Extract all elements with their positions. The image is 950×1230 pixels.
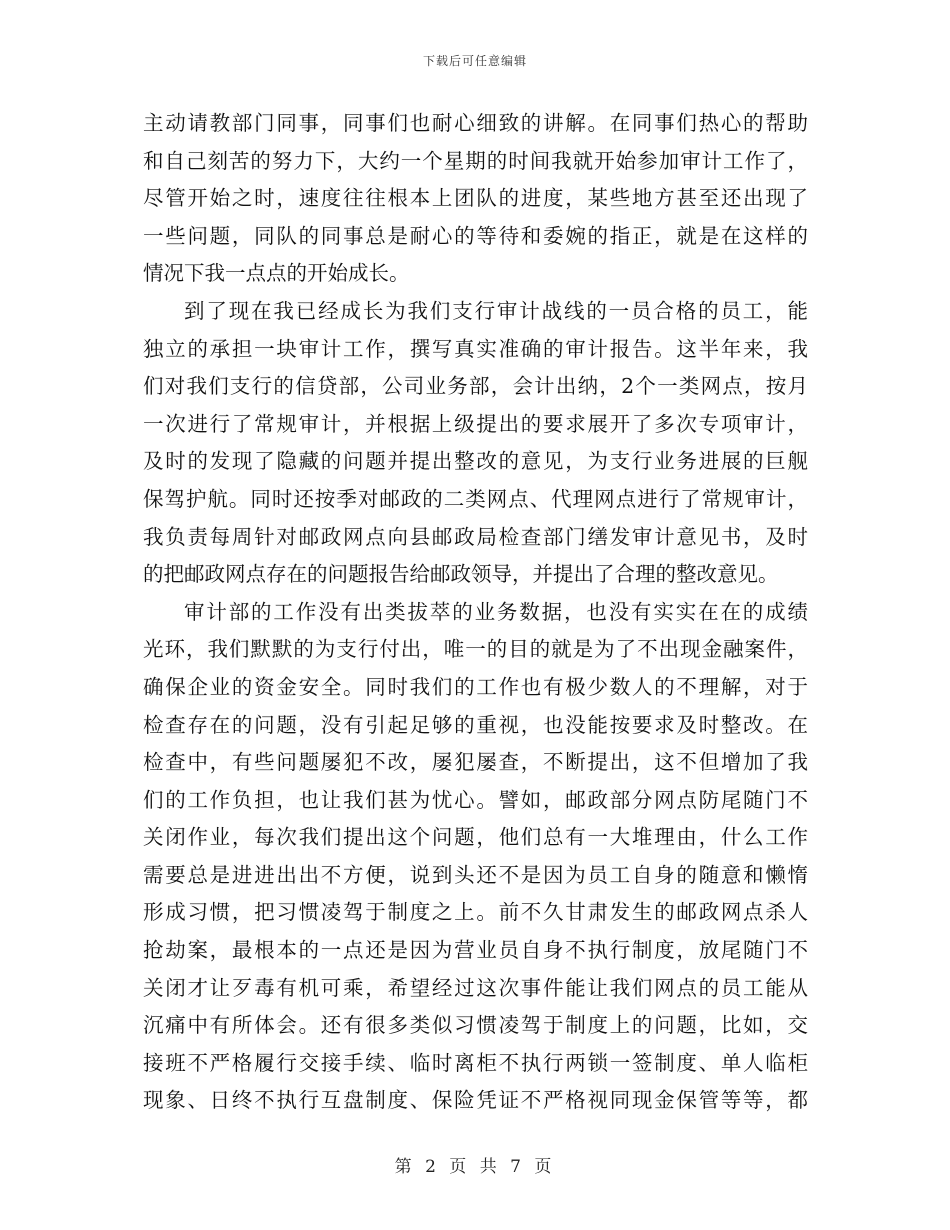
paragraph-first-line: 到了现在我已经成长为我们支行审计战线的一员合格的员工，能	[184, 298, 808, 323]
text-line: 尽管开始之时，速度往往根本上团队的进度，某些地方甚至还出现了	[143, 186, 808, 211]
document-body	[143, 105, 808, 1120]
text-line: 及时的发现了隐藏的问题并提出整改的意见，为支行业务进展的巨舰	[143, 449, 808, 474]
page-header: 下载后可任意编辑	[422, 54, 527, 68]
page-footer: 第 2 页 共 7 页	[394, 1157, 556, 1177]
text-line: 的把邮政网点存在的问题报告给邮政领导，并提出了合理的整改意见。	[143, 562, 779, 587]
text-line: 确保企业的资金安全。同时我们的工作也有极少数人的不理解，对于	[143, 674, 808, 699]
text-line: 沉痛中有所体会。还有很多类似习惯凌驾于制度上的问题，比如，交	[143, 1013, 808, 1038]
text-line: 和自己刻苦的努力下，大约一个星期的时间我就开始参加审计工作了，	[143, 148, 808, 173]
text-line: 检查存在的问题，没有引起足够的重视，也没能按要求及时整改。在	[143, 712, 808, 737]
text-line: 关闭作业，每次我们提出这个问题，他们总有一大堆理由，什么工作	[143, 825, 808, 850]
text-line: 光环，我们默默的为支行付出，唯一的目的就是为了不出现金融案件，	[143, 637, 808, 662]
text-line: 抢劫案，最根本的一点还是因为营业员自身不执行制度，放尾随门不	[143, 938, 808, 963]
text-line: 情况下我一点点的开始成长。	[143, 261, 410, 286]
text-line: 保驾护航。同时还按季对邮政的二类网点、代理网点进行了常规审计，	[143, 486, 808, 511]
text-line: 独立的承担一块审计工作，撰写真实准确的审计报告。这半年来，我	[143, 336, 808, 361]
paragraph-first-line: 审计部的工作没有出类拔萃的业务数据，也没有实实在在的成绩	[184, 599, 808, 624]
text-line: 需要总是进进出出不方便，说到头还不是因为员工自身的随意和懒惰	[143, 862, 808, 887]
text-line: 们对我们支行的信贷部，公司业务部，会计出纳，2个一类网点，按月	[143, 374, 808, 399]
text-line: 检查中，有些问题屡犯不改，屡犯屡查，不断提出，这不但增加了我	[143, 750, 808, 775]
text-line: 一次进行了常规审计，并根据上级提出的要求展开了多次专项审计，	[143, 411, 808, 436]
text-line: 现象、日终不执行互盘制度、保险凭证不严格视同现金保管等等，都	[143, 1088, 808, 1113]
text-line: 接班不严格履行交接手续、临时离柜不执行两锁一签制度、单人临柜	[143, 1050, 808, 1075]
text-line: 一些问题，同队的同事总是耐心的等待和委婉的指正，就是在这样的	[143, 223, 808, 248]
text-line: 们的工作负担，也让我们甚为忧心。譬如，邮政部分网点防尾随门不	[143, 787, 808, 812]
text-line: 主动请教部门同事，同事们也耐心细致的讲解。在同事们热心的帮助	[143, 111, 808, 135]
text-line: 关闭才让歹毒有机可乘，希望经过这次事件能让我们网点的员工能从	[143, 975, 808, 1000]
text-line: 形成习惯，把习惯凌驾于制度之上。前不久甘肃发生的邮政网点杀人	[143, 900, 808, 925]
text-line: 我负责每周针对邮政网点向县邮政局检查部门缮发审计意见书，及时	[143, 524, 808, 549]
